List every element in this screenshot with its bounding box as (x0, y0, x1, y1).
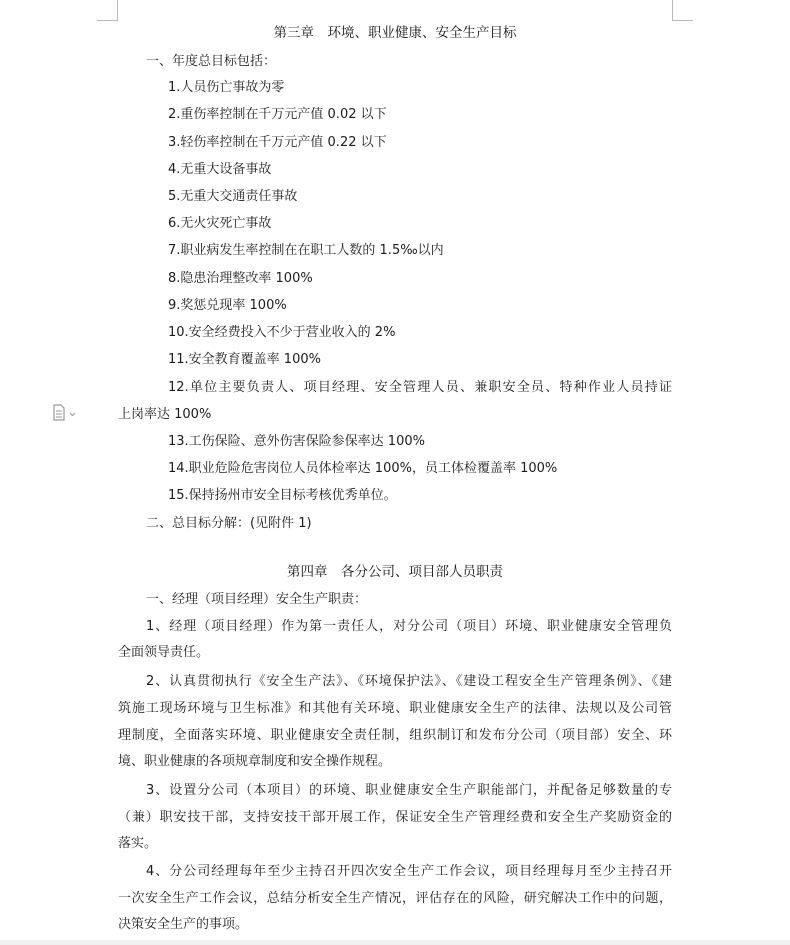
paragraph-line: （兼）职安技干部，支持安技干部开展工作，保证安全生产管理经费和安全生产奖励资金的 (118, 810, 672, 825)
paragraph-line: 境、职业健康的各项规章制度和安全操作规程。 (118, 754, 392, 769)
paragraph-line: 1、经理（项目经理）作为第一责任人，对分公司（项目）环境、职业健康安全管理负 (146, 619, 672, 634)
page-corner-top-right (672, 0, 693, 21)
list-item: 3.轻伤率控制在千万元产值 0.22 以下 (168, 135, 387, 150)
list-item: 15.保持扬州市安全目标考核优秀单位。 (168, 488, 397, 503)
chapter3-section1-heading: 一、年度总目标包括： (146, 54, 277, 69)
paragraph-line: 一次安全生产工作会议，总结分析安全生产情况，评估存在的风险，研究解决工作中的问题， (118, 891, 672, 906)
list-item: 6.无火灾死亡事故 (168, 216, 272, 231)
list-item-continuation: 上岗率达 100% (118, 407, 212, 422)
list-item: 12.单位主要负责人、项目经理、安全管理人员、兼职安全员、特种作业人员持证 (168, 380, 672, 395)
page-bottom-edge (0, 940, 790, 945)
paragraph-line: 理制度，全面落实环境、职业健康安全责任制，组织制订和发布分公司（项目部）安全、环 (118, 728, 672, 743)
document-icon[interactable] (52, 404, 78, 422)
list-item: 10.安全经费投入不少于营业收入的 2% (168, 325, 396, 340)
page-corner-top-left (97, 0, 118, 21)
paragraph-line: 2、认真贯彻执行《安全生产法》、《环境保护法》、《建设工程安全生产管理条例》、《建 (146, 674, 672, 689)
list-item: 7.职业病发生率控制在在职工人数的 1.5‰以内 (168, 243, 444, 258)
chapter3-title: 第三章 环境、职业健康、安全生产目标 (273, 25, 517, 41)
list-item: 5.无重大交通责任事故 (168, 189, 298, 204)
list-item: 13.工伤保险、意外伤害保险参保率达 100% (168, 434, 425, 449)
list-item: 1.人员伤亡事故为零 (168, 80, 285, 95)
chapter3-section2-heading: 二、总目标分解：(见附件 1) (146, 516, 312, 531)
paragraph-line: 决策安全生产的事项。 (118, 917, 249, 932)
list-item: 14.职业危险危害岗位人员体检率达 100%，员工体检覆盖率 100% (168, 461, 558, 476)
paragraph-line: 4、分公司经理每年至少主持召开四次安全生产工作会议，项目经理每月至少主持召开 (146, 864, 672, 879)
paragraph-line: 3、设置分公司（本项目）的环境、职业健康安全生产职能部门，并配备足够数量的专 (146, 783, 672, 798)
list-item: 8.隐患治理整改率 100% (168, 271, 313, 286)
chapter4-title: 第四章 各分公司、项目部人员职责 (287, 564, 503, 580)
list-item: 4.无重大设备事故 (168, 162, 272, 177)
paragraph-line: 筑施工现场环境与卫生标准》和其他有关环境、职业健康安全生产的法律、法规以及公司管 (118, 701, 672, 716)
list-item: 2.重伤率控制在千万元产值 0.02 以下 (168, 107, 387, 122)
list-item: 11.安全教育覆盖率 100% (168, 352, 321, 367)
paragraph-line: 落实。 (118, 836, 158, 851)
list-item: 9.奖惩兑现率 100% (168, 298, 287, 313)
chapter4-section1-heading: 一、经理（项目经理）安全生产职责： (146, 592, 368, 607)
paragraph-line: 全面领导责任。 (118, 645, 210, 660)
